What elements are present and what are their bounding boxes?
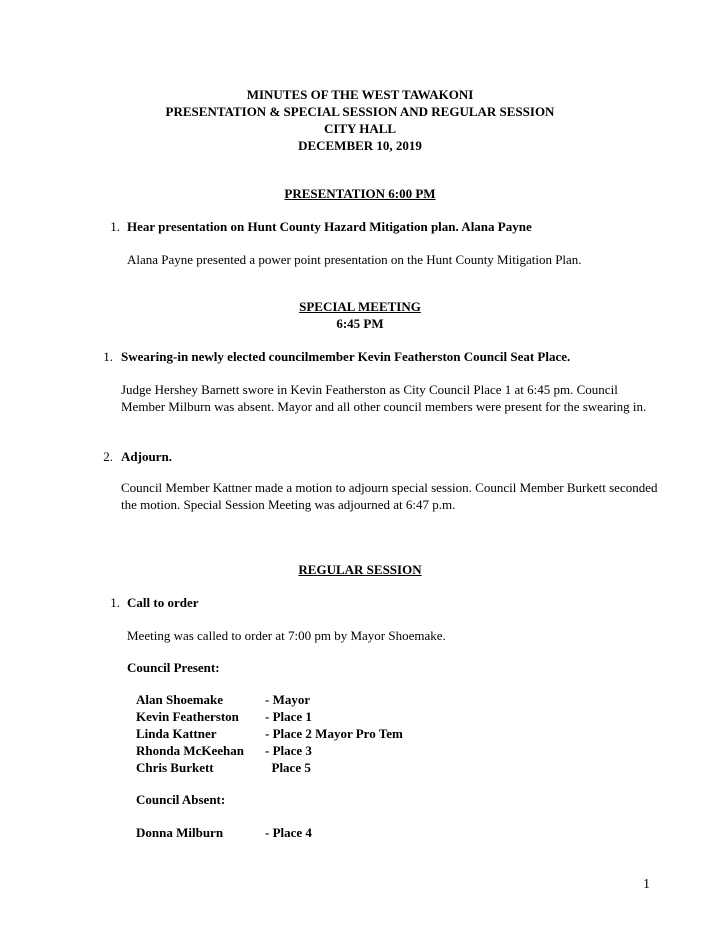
session-title: PRESENTATION & SPECIAL SESSION AND REGULAR SESSION <box>165 104 555 119</box>
member-name: Kevin Featherston <box>136 709 239 724</box>
special-meeting-time: 6:45 PM <box>336 316 384 331</box>
special-item-number: 1. <box>103 349 113 364</box>
member-name: Donna Milburn <box>136 825 224 840</box>
member-role: - Place 3 <box>265 743 312 758</box>
member-role: - Place 1 <box>265 709 312 724</box>
member-name: Chris Burkett <box>136 760 214 775</box>
member-name: Rhonda McKeehan <box>136 743 244 758</box>
special-meeting-heading: SPECIAL MEETING <box>299 299 421 314</box>
member-role: - Place 2 Mayor Pro Tem <box>265 726 403 741</box>
member-role: - Place 4 <box>265 825 312 840</box>
special-item-text: Council Member Kattner made a motion to adjourn special session. Council Member Burkett seconded the motion. Special Session Meeting was adjourned at 6:47 p.m. <box>121 480 658 512</box>
call-to-order-text: Meeting was called to order at 7:00 pm by Mayor Shoemake. <box>127 628 446 643</box>
regular-session-heading: REGULAR SESSION <box>298 562 422 577</box>
special-item-number: 2. <box>103 449 113 464</box>
meeting-date: DECEMBER 10, 2019 <box>298 138 422 153</box>
special-item-title: Swearing-in newly elected councilmember Kevin Featherston Council Seat Place. <box>121 349 571 364</box>
minutes-title: MINUTES OF THE WEST TAWAKONI <box>246 87 474 102</box>
council-absent-label: Council Absent: <box>136 792 226 807</box>
council-present-label: Council Present: <box>127 660 220 675</box>
page-number: 1 <box>643 877 650 892</box>
presentation-item-text: Alana Payne presented a power point presentation on the Hunt County Mitigation Plan. <box>127 252 582 267</box>
member-name: Linda Kattner <box>136 726 217 741</box>
presentation-item-title: Hear presentation on Hunt County Hazard Mitigation plan. Alana Payne <box>127 219 532 234</box>
member-name: Alan Shoemake <box>136 692 224 707</box>
regular-item-number: 1. <box>110 595 120 610</box>
presentation-item-number: 1. <box>110 219 120 234</box>
member-role: Place 5 <box>265 760 311 775</box>
location: CITY HALL <box>323 121 397 136</box>
presentation-heading: PRESENTATION 6:00 PM <box>284 186 436 201</box>
special-item-text: Judge Hershey Barnett swore in Kevin Featherston as City Council Place 1 at 6:45 pm. Council Member Milburn was absent. Mayor and all other council members were present for the swearing in. <box>121 382 647 414</box>
regular-item-title: Call to order <box>127 595 199 610</box>
member-role: - Mayor <box>265 692 311 707</box>
special-item-title: Adjourn. <box>121 449 172 464</box>
